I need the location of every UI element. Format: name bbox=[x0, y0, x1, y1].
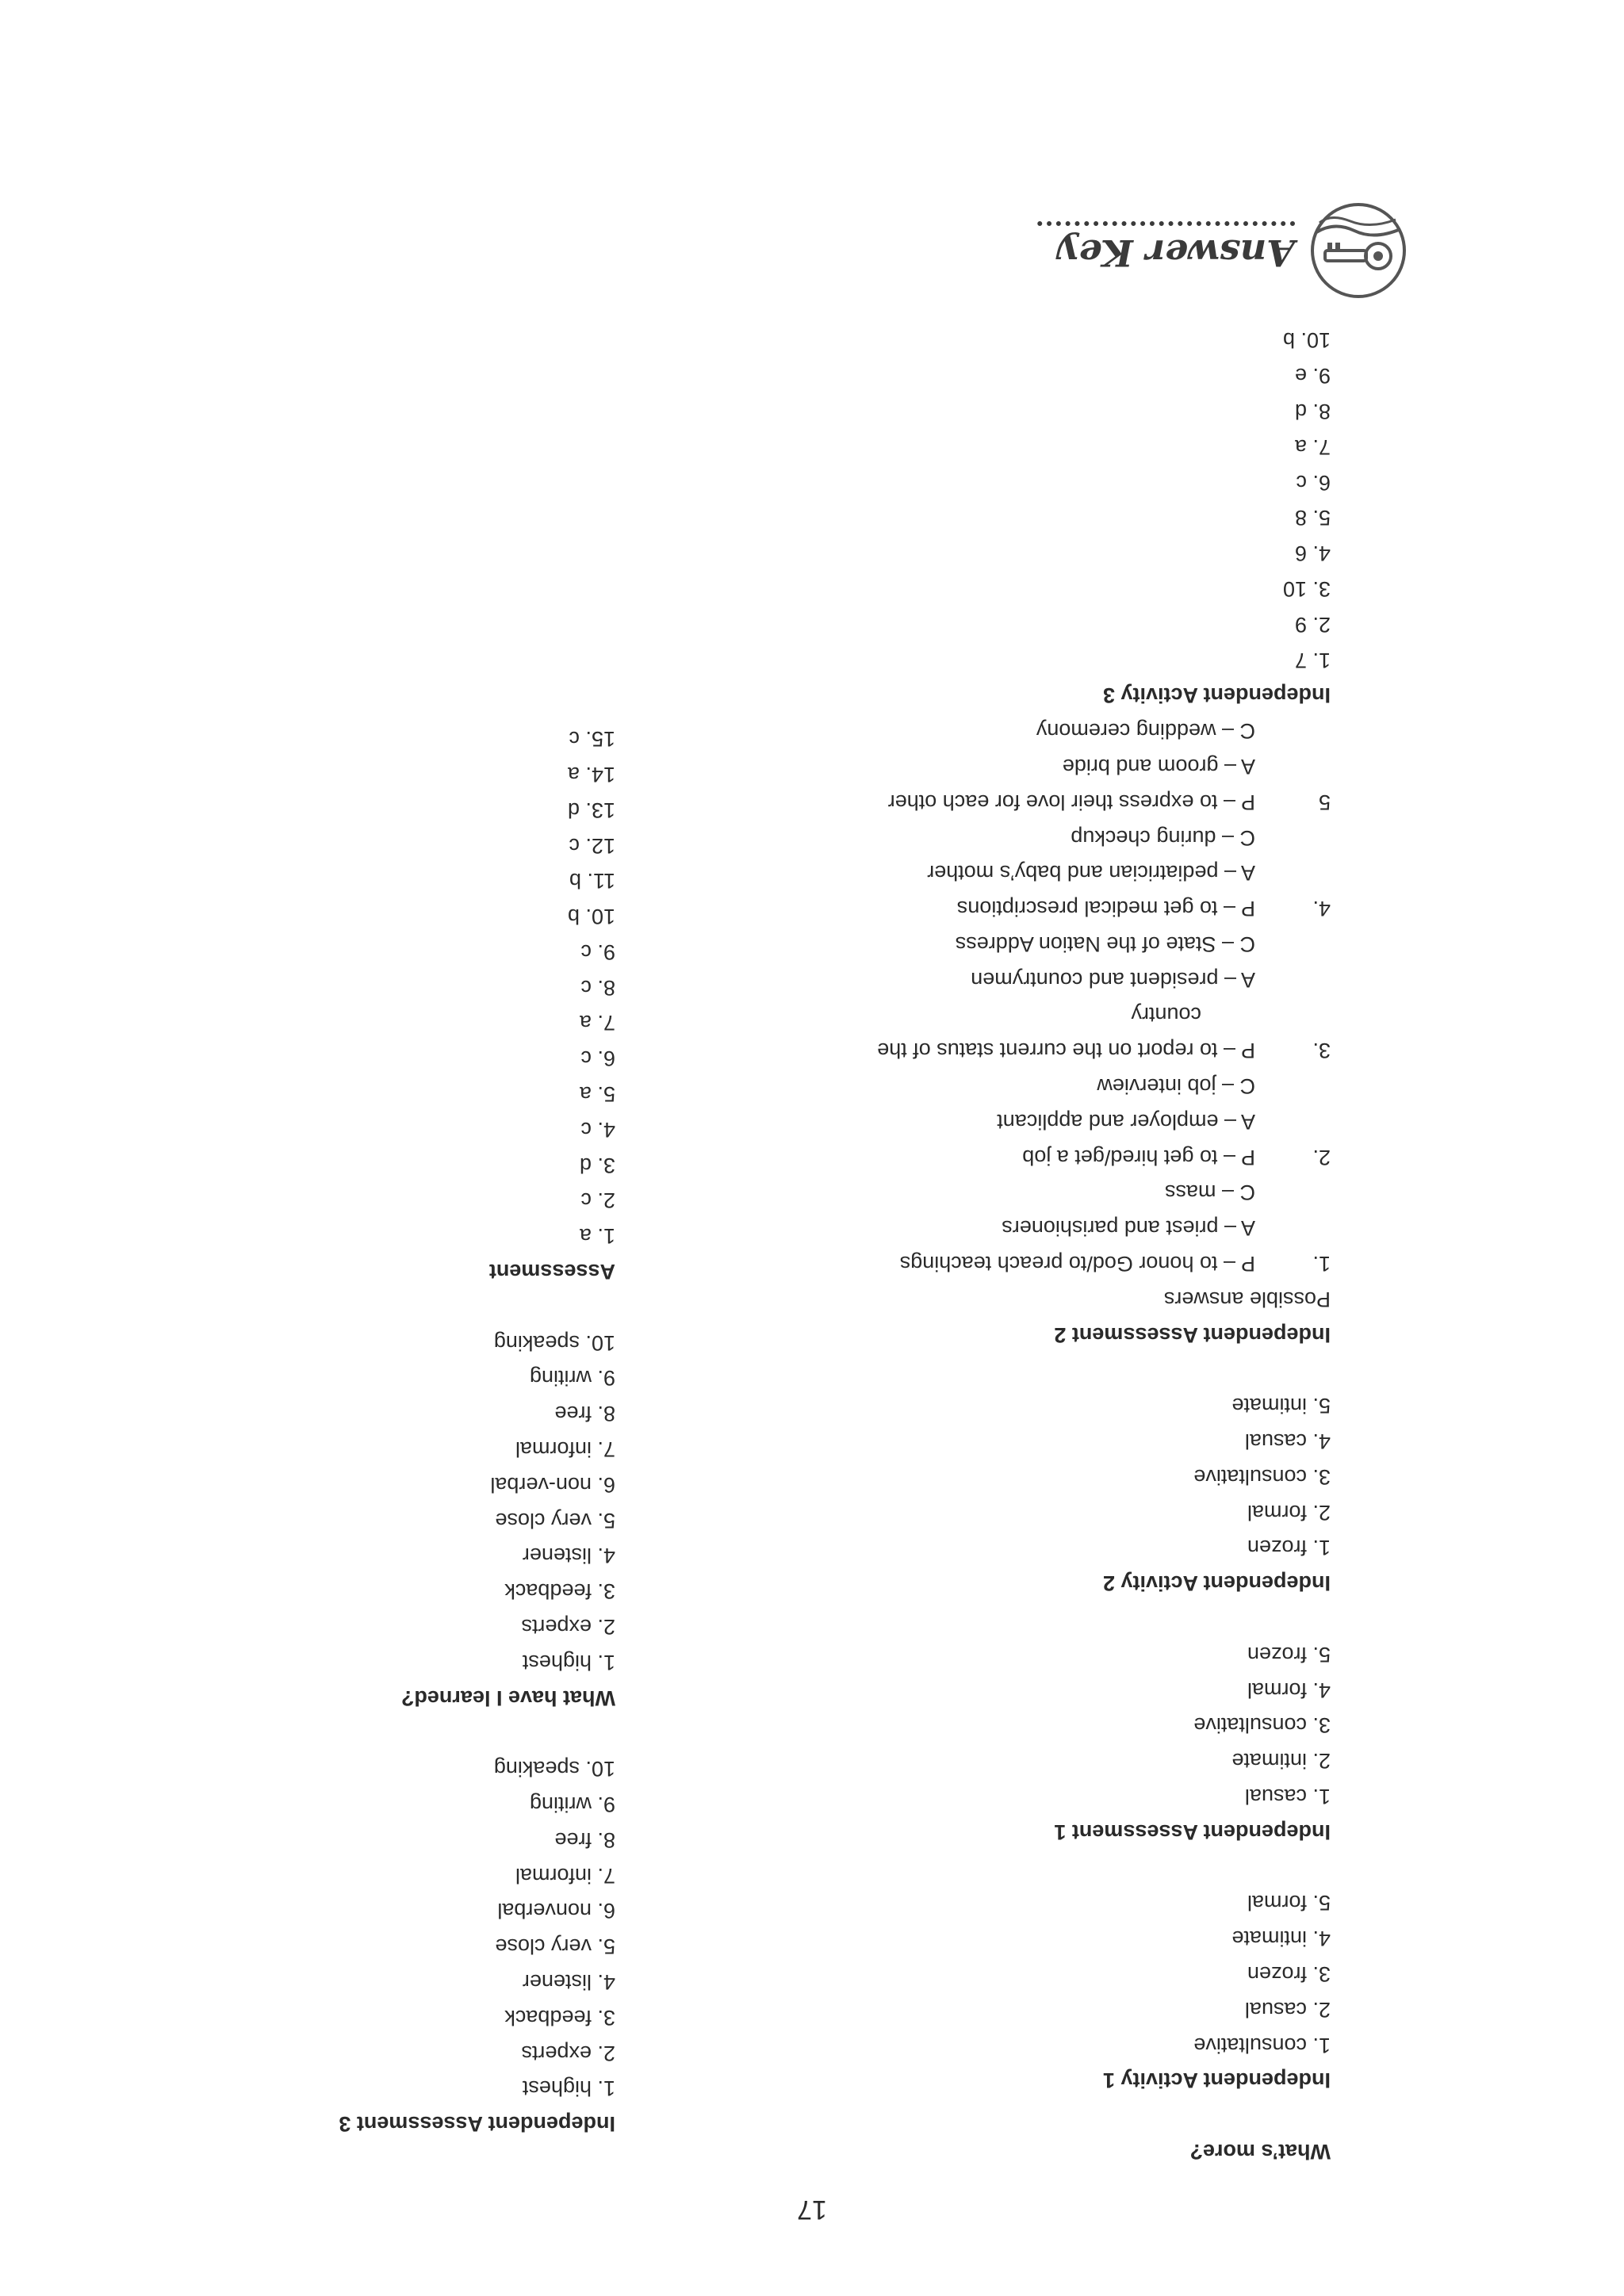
answer-key-logo bbox=[1029, 199, 1410, 302]
assessment-item: 1. a bbox=[579, 1224, 615, 1249]
assessment-item: 8. c bbox=[580, 975, 615, 1000]
ia2-item: 5. intimate bbox=[1231, 1394, 1331, 1418]
assessment-item: 9. c bbox=[580, 939, 615, 964]
answer-line: A – president and countrymen bbox=[971, 967, 1255, 992]
assessment-item: 2. c bbox=[580, 1188, 615, 1213]
answer-line: C – State of the Nation Address bbox=[955, 932, 1255, 956]
ia3-item: 10. b bbox=[1282, 328, 1331, 353]
iass3-item: 5. very close bbox=[495, 1934, 615, 1959]
ia1-item: 3. frozen bbox=[1247, 1962, 1331, 1987]
assessment-item: 3. d bbox=[579, 1153, 615, 1177]
answer-line: A – priest and parishioners bbox=[1002, 1216, 1255, 1241]
answer-number: 3. bbox=[1312, 1039, 1331, 1063]
learned-item: 2. experts bbox=[521, 1615, 615, 1640]
iass1-heading: Independent Assessment 1 bbox=[1054, 1820, 1331, 1844]
assessment-item: 10. b bbox=[567, 905, 615, 929]
answer-line: A – groom and bride bbox=[1062, 754, 1255, 779]
iass2-answer-2 bbox=[617, 1139, 1331, 1175]
assessment-item: 15. c bbox=[569, 727, 615, 752]
assessment-item: 13. d bbox=[567, 798, 615, 822]
learned-item: 3. feedback bbox=[504, 1579, 615, 1604]
ia2-heading: Independent Activity 2 bbox=[1102, 1571, 1331, 1596]
ia2-item: 1. frozen bbox=[1247, 1536, 1331, 1560]
answer-line: P – to express their love for each other bbox=[887, 790, 1255, 814]
iass1-item: 5. frozen bbox=[1247, 1642, 1331, 1667]
iass3-item: 7. informal bbox=[515, 1863, 615, 1888]
ia3-item: 7. a bbox=[1294, 434, 1331, 459]
iass1-item: 3. consultative bbox=[1193, 1713, 1331, 1738]
ia3-item: 4. 6 bbox=[1294, 541, 1331, 566]
iass3-item: 10. speaking bbox=[493, 1757, 615, 1781]
iass2-subheading: Possible answers bbox=[1163, 1287, 1331, 1311]
ia3-item: 6. c bbox=[1296, 470, 1331, 495]
assessment-item: 7. a bbox=[579, 1011, 615, 1035]
ia3-item: 1. 7 bbox=[1294, 648, 1331, 672]
learned-item: 1. highest bbox=[522, 1650, 615, 1674]
ia3-heading: Independent Activity 3 bbox=[1102, 683, 1331, 708]
answer-number: 4. bbox=[1312, 897, 1331, 921]
iass3-item: 6. nonverbal bbox=[497, 1899, 615, 1923]
iass3-item: 9. writing bbox=[529, 1793, 615, 1817]
ia3-item: 5. 8 bbox=[1294, 506, 1331, 530]
answer-line: A – employer and applicant bbox=[997, 1109, 1255, 1134]
key-icon bbox=[1307, 199, 1410, 302]
answer-line: C – job interview bbox=[1097, 1074, 1255, 1099]
ia2-item: 4. casual bbox=[1244, 1429, 1331, 1454]
learned-item: 10. speaking bbox=[493, 1330, 615, 1355]
ia3-item: 9. e bbox=[1294, 364, 1331, 388]
iass2-answer-1 bbox=[617, 1246, 1331, 1281]
iass2-heading: Independent Assessment 2 bbox=[1054, 1322, 1331, 1347]
ia1-item: 5. formal bbox=[1247, 1891, 1331, 1915]
answer-line: P – to get hired/get a job bbox=[1022, 1145, 1255, 1169]
iass2-answer-3 bbox=[617, 1033, 1331, 1069]
ia3-item: 2. 9 bbox=[1294, 612, 1331, 637]
learned-item: 8. free bbox=[554, 1402, 615, 1426]
iass2-answer-5 bbox=[617, 784, 1331, 820]
answer-line: C – wedding ceremony bbox=[1036, 719, 1255, 744]
right-column bbox=[171, 721, 615, 2177]
ia1-item: 1. consultative bbox=[1193, 2033, 1331, 2057]
iass3-item: 2. experts bbox=[521, 2041, 615, 2065]
answer-line: country bbox=[1131, 1003, 1201, 1027]
learned-heading: What have I learned? bbox=[400, 1686, 615, 1710]
answer-number: 2. bbox=[1312, 1145, 1331, 1169]
ia2-item: 2. formal bbox=[1247, 1500, 1331, 1525]
answer-line: C – mass bbox=[1164, 1181, 1255, 1205]
iass1-item: 4. formal bbox=[1247, 1678, 1331, 1702]
iass3-heading: Independent Assessment 3 bbox=[339, 2112, 615, 2137]
ia1-item: 2. casual bbox=[1244, 1997, 1331, 2022]
answer-line: C – during checkup bbox=[1071, 825, 1255, 850]
assessment-item: 4. c bbox=[580, 1117, 615, 1142]
page-number: 17 bbox=[797, 2195, 827, 2225]
assessment-item: 5. a bbox=[579, 1082, 615, 1107]
iass3-item: 3. feedback bbox=[504, 2005, 615, 2030]
whats-more-heading: What’s more? bbox=[1189, 2140, 1331, 2164]
logo-dotted-underline bbox=[1037, 221, 1295, 226]
answer-line: P – to get medical prescriptions bbox=[956, 897, 1255, 921]
answer-number: 1. bbox=[1312, 1252, 1331, 1276]
iass3-item: 8. free bbox=[554, 1827, 615, 1852]
answer-line: A – pediatrician and baby’s mother bbox=[927, 861, 1255, 886]
answer-line: P – to report on the current status of the bbox=[877, 1039, 1255, 1063]
ia2-item: 3. consultative bbox=[1193, 1464, 1331, 1489]
learned-item: 6. non-verbal bbox=[490, 1472, 615, 1497]
iass2-answer-4 bbox=[617, 890, 1331, 926]
left-column bbox=[617, 323, 1331, 2169]
learned-item: 7. informal bbox=[515, 1437, 615, 1462]
iass3-item: 4. listener bbox=[522, 1970, 615, 1995]
learned-item: 4. listener bbox=[522, 1544, 615, 1568]
assessment-item: 11. b bbox=[569, 869, 615, 894]
ia3-item: 3. 10 bbox=[1282, 576, 1331, 601]
assessment-heading: Assessment bbox=[488, 1260, 615, 1284]
iass1-item: 2. intimate bbox=[1231, 1749, 1331, 1774]
assessment-item: 6. c bbox=[580, 1047, 615, 1071]
ia1-item: 4. intimate bbox=[1231, 1927, 1331, 1951]
answer-number: 5 bbox=[1318, 790, 1331, 814]
ia1-heading: Independent Activity 1 bbox=[1102, 2068, 1331, 2093]
answer-line: P – to honor God/to preach teachings bbox=[899, 1252, 1255, 1276]
assessment-item: 12. c bbox=[569, 833, 615, 858]
learned-item: 9. writing bbox=[529, 1366, 615, 1391]
assessment-item: 14. a bbox=[567, 762, 615, 786]
ia3-item: 8. d bbox=[1294, 399, 1331, 423]
iass3-item: 1. highest bbox=[522, 2076, 615, 2101]
learned-item: 5. very close bbox=[495, 1508, 615, 1533]
iass1-item: 1. casual bbox=[1244, 1785, 1331, 1809]
logo-title: Answer Key bbox=[1057, 232, 1295, 274]
